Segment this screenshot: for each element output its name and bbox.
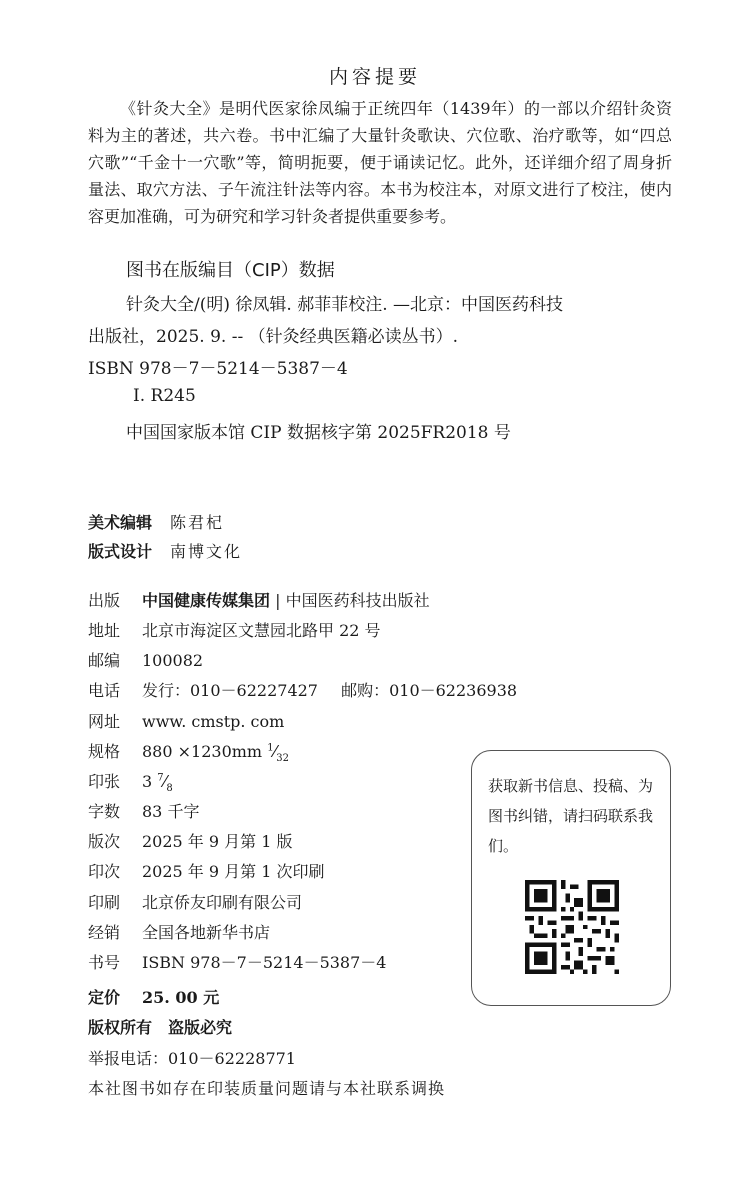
sheets-whole: 3 xyxy=(142,772,153,791)
cip-isbn: ISBN 978－7－5214－5387－4 xyxy=(88,359,348,379)
distributor-row xyxy=(88,920,270,943)
printing-value: 2025 年 9 月第 1 次印刷 xyxy=(142,862,325,881)
web-label: 网址 xyxy=(88,712,121,731)
cip-line-1: 针灸大全/(明) 徐凤辑. 郝菲菲校注. —北京：中国医药科技 xyxy=(126,295,564,315)
edition-value: 2025 年 9 月第 1 版 xyxy=(142,832,293,851)
spec-denominator: 32 xyxy=(276,753,289,765)
phone-mail: 邮购：010－62236938 xyxy=(341,681,518,700)
sheets-row: 印张 3 $^7⁄_8$ xyxy=(88,769,173,794)
web-value: www. cmstp. com xyxy=(142,712,285,731)
words-label: 字数 xyxy=(88,802,121,821)
printer-row xyxy=(88,890,302,913)
phone-label: 电话 xyxy=(88,681,121,700)
rights-b: 盗版必究 xyxy=(168,1018,233,1037)
spec-numerator: 1 xyxy=(267,742,274,754)
address-row xyxy=(88,618,381,641)
qr-box xyxy=(471,750,671,1006)
isbn-label: 书号 xyxy=(88,953,121,972)
publisher-group: 中国健康传媒集团 xyxy=(142,591,271,610)
qr-text: 获取新书信息、投稿、为图书纠错，请扫码联系我们。 xyxy=(488,777,654,855)
distributor-value: 全国各地新华书店 xyxy=(142,923,271,942)
address-value: 北京市海淀区文慧园北路甲 22 号 xyxy=(142,621,381,640)
edition-label: 版次 xyxy=(88,832,121,851)
isbn-row xyxy=(88,950,386,973)
layout-design-value: 南博文化 xyxy=(170,542,243,561)
isbn-value: ISBN 978－7－5214－5387－4 xyxy=(142,953,387,972)
art-editor-label: 美术编辑 xyxy=(88,513,153,532)
postcode-row xyxy=(88,648,203,671)
printing-label: 印次 xyxy=(88,862,121,881)
publisher-row xyxy=(88,588,430,611)
report-phone: 举报电话：010－62228771 xyxy=(88,1049,296,1068)
sheets-numerator: 7 xyxy=(157,772,164,784)
rights-row xyxy=(88,1015,232,1038)
price-row xyxy=(88,985,219,1008)
art-editor-value: 陈君杞 xyxy=(170,513,225,532)
spec-value: 880 ×1230mm xyxy=(142,742,263,761)
art-editor xyxy=(88,510,224,533)
distributor-label: 经销 xyxy=(88,923,121,942)
printer-label: 印刷 xyxy=(88,893,121,912)
cip-line-2: 出版社，2025. 9. -- （针灸经典医籍必读丛书）. xyxy=(88,327,458,347)
sheets-denominator: 8 xyxy=(166,783,173,795)
words-row xyxy=(88,799,199,822)
cip-class: Ⅰ. R245 xyxy=(133,386,196,406)
cip-title: 图书在版编目（CIP）数据 xyxy=(126,260,335,281)
quality-notice: 本社图书如存在印装质量问题请与本社联系调换 xyxy=(88,1079,446,1098)
layout-design-label: 版式设计 xyxy=(88,542,153,561)
words-value: 83 千字 xyxy=(142,802,200,821)
address-label: 地址 xyxy=(88,621,121,640)
summary-text: 《针灸大全》是明代医家徐凤编于正统四年（1439年）的一部以介绍针灸资料为主的著述，共六卷。书中汇编了大量针灸歌诀、穴位歌、治疗歌等，如“四总穴歌”“千金十一穴歌”等，简明扼要，便于诵读记忆。此外，还详细介绍了周身折量法、取穴方法、子午流注针法等内容。本书为校注本，对原文进行了校注，使内容更加准确，可为研究和学习针灸者提供重要参考。 xyxy=(88,99,672,226)
printing-row xyxy=(88,859,325,882)
spec-label: 规格 xyxy=(88,742,121,761)
summary-title: 内容提要 xyxy=(328,66,421,88)
phone-issue: 发行：010－62227427 xyxy=(142,681,318,700)
web-row xyxy=(88,709,284,732)
phone-row xyxy=(88,678,517,701)
layout-design xyxy=(88,539,242,562)
publisher-label: 出版 xyxy=(88,591,121,610)
qr-code-icon[interactable] xyxy=(525,880,619,974)
sheets-label: 印张 xyxy=(88,772,121,791)
cip-record: 中国国家版本馆 CIP 数据核字第 2025FR2018 号 xyxy=(126,423,511,443)
price-value: 25. 00 元 xyxy=(142,988,220,1007)
publisher-name: 中国医药科技出版社 xyxy=(285,591,430,610)
price-label: 定价 xyxy=(88,988,121,1007)
rights-a: 版权所有 xyxy=(88,1018,153,1037)
postcode-value: 100082 xyxy=(142,651,204,670)
postcode-label: 邮编 xyxy=(88,651,121,670)
edition-row xyxy=(88,829,293,852)
spec-row: 规格 880 ×1230mm $^1⁄_{32}$ xyxy=(88,739,289,764)
publisher-sep: | xyxy=(275,591,281,610)
printer-value: 北京侨友印刷有限公司 xyxy=(142,893,303,912)
